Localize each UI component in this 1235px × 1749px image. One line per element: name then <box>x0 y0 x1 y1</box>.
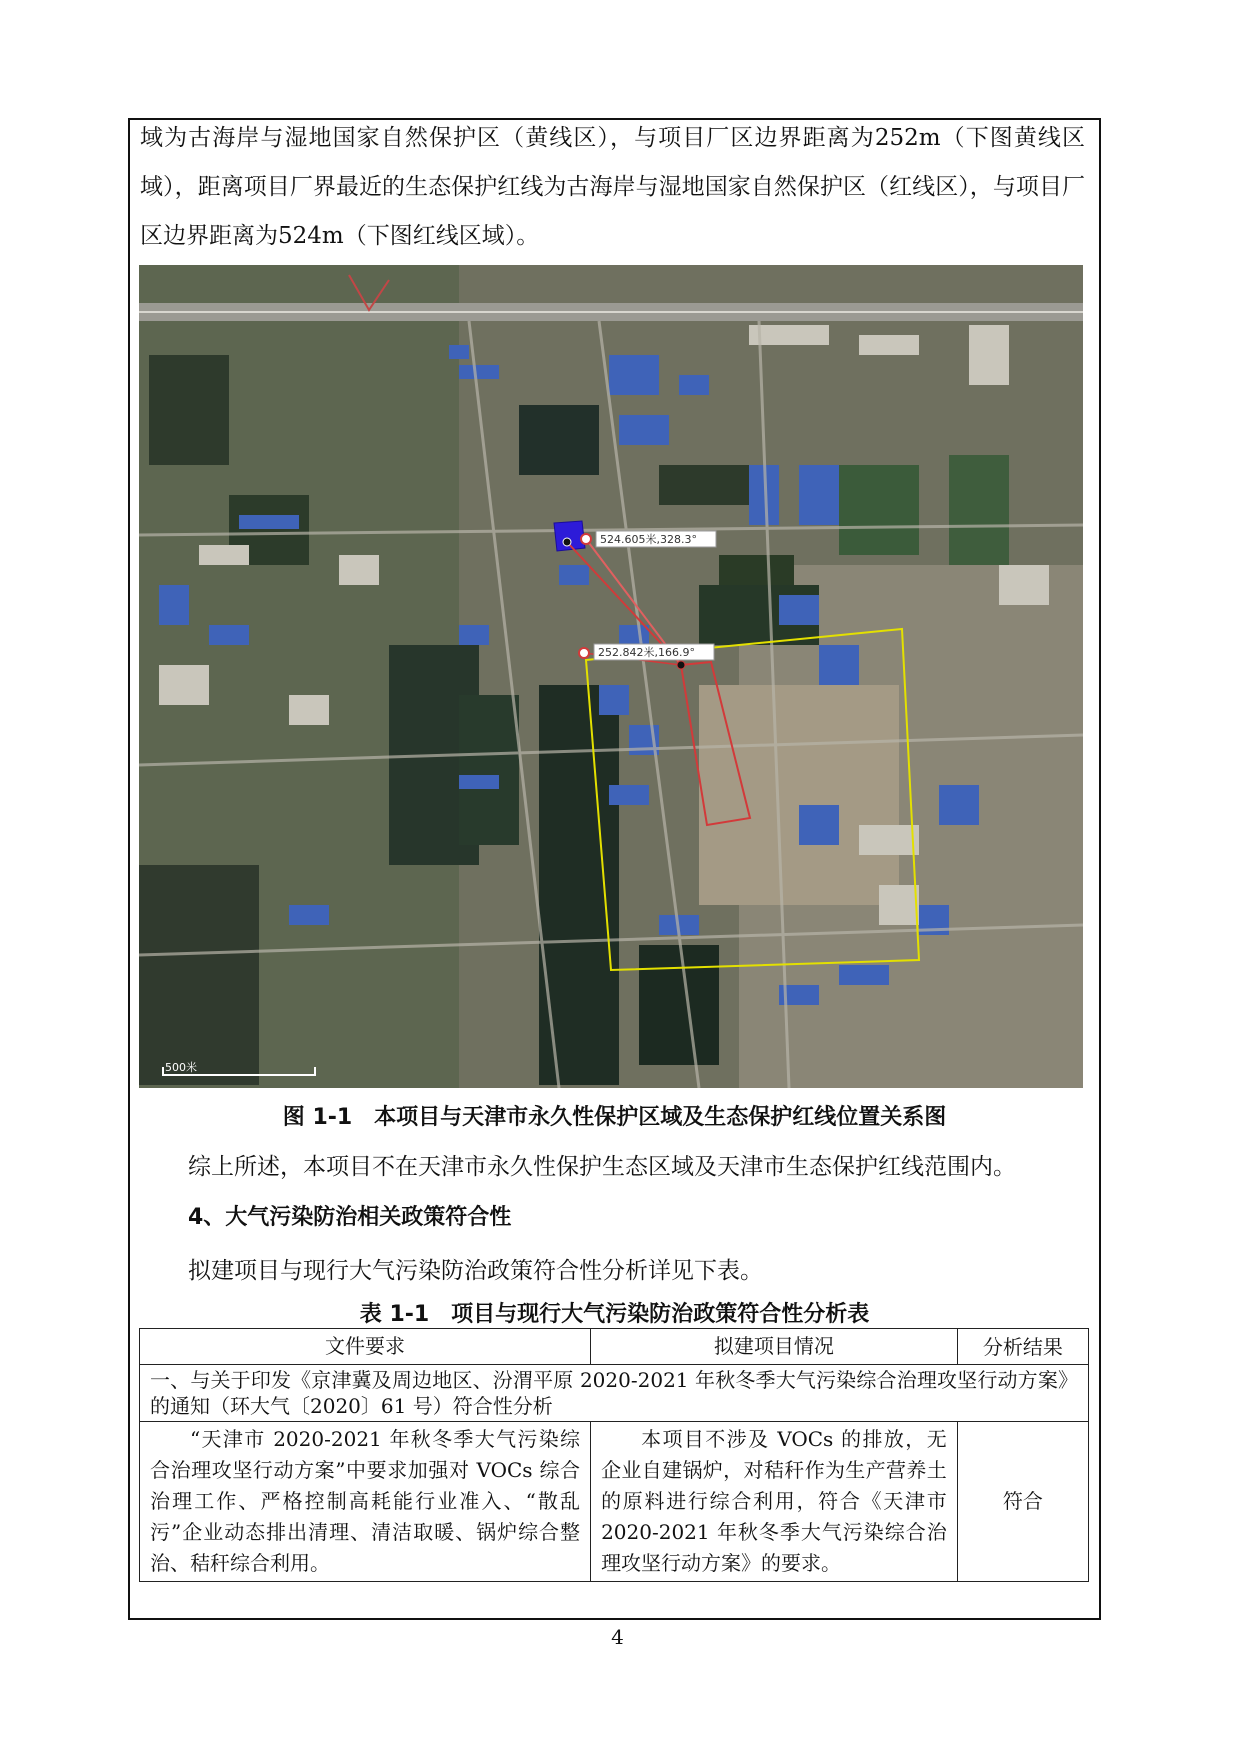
header-project: 拟建项目情况 <box>591 1329 958 1365</box>
figure-caption: 图 1-1 本项目与天津市永久性保护区域及生态保护红线位置关系图 <box>282 1105 947 1130</box>
page-number: 4 <box>611 1625 624 1649</box>
measure-label-2: 252.842米,166.9° <box>598 646 695 659</box>
header-requirement: 文件要求 <box>140 1329 591 1365</box>
row1-result: 符合 <box>957 1422 1088 1582</box>
section-heading: 4、大气污染防治相关政策符合性 <box>188 1205 512 1230</box>
policy-table <box>139 1328 1089 1582</box>
header-result: 分析结果 <box>957 1329 1088 1365</box>
row1-project: 本项目不涉及 VOCs 的排放，无企业自建锅炉，对秸秆作为生产营养土的原料进行综合利用，符合《天津市 2020-2021 年秋冬季大气污染综合治理攻坚行动方案》的要求。 <box>591 1422 958 1582</box>
group-row-text: 一、与关于印发《京津冀及周边地区、汾渭平原 2020-2021 年秋冬季大气污染综合治理攻坚行动方案》的通知（环大气〔2020〕61 号）符合性分析 <box>140 1365 1089 1422</box>
table-caption: 表 1-1 项目与现行大气污染防治政策符合性分析表 <box>359 1302 870 1327</box>
intro-paragraph: 域为古海岸与湿地国家自然保护区（黄线区），与项目厂区边界距离为252m（下图黄线区域），距离项目厂界最近的生态保护红线为古海岸与湿地国家自然保护区（红线区），与项目厂区边界距离为524m（下图红线区域）。 <box>140 125 1085 249</box>
conclusion-text: 综上所述，本项目不在天津市永久性保护生态区域及天津市生态保护红线范围内。 <box>188 1154 1016 1180</box>
measure-label-1: 524.605米,328.3° <box>600 533 697 546</box>
row1-requirement: “天津市 2020-2021 年秋冬季大气污染综合治理攻坚行动方案”中要求加强对 VOCs 综合治理工作、严格控制高耗能行业准入、“散乱污”企业动态排出清理、清洁取暖、锅炉综合整治、秸秆综合利用。 <box>140 1422 591 1582</box>
table-row <box>140 1422 1089 1582</box>
table-header-row <box>140 1329 1089 1365</box>
satellite-map <box>139 265 1083 1088</box>
section-intro: 拟建项目与现行大气污染防治政策符合性分析详见下表。 <box>188 1258 763 1284</box>
scale-label: 500米 <box>165 1061 197 1074</box>
table-group-row <box>140 1365 1089 1422</box>
